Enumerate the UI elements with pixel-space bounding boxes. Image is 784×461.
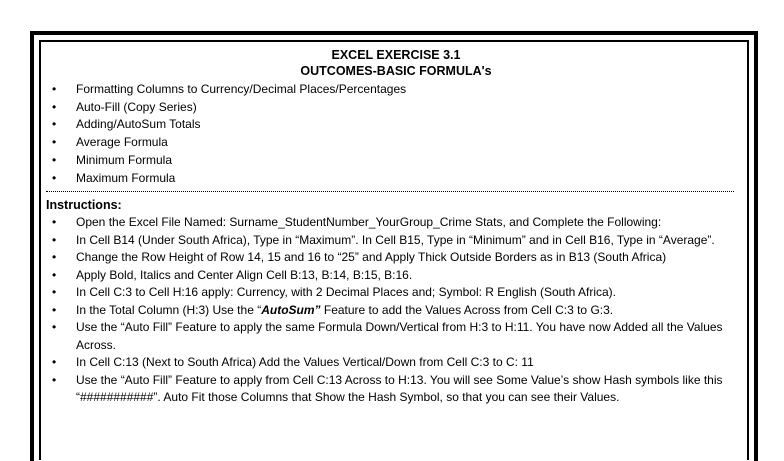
autosum-emphasis: AutoSum” bbox=[261, 302, 321, 317]
instruction-item: • Use the “Auto Fill” Feature to apply the same Formula Down/Vertical from H:3 to H:11. You have now Added all the Values Across. bbox=[52, 320, 723, 352]
instructions-list bbox=[46, 214, 746, 407]
instruction-item: • In Cell C:13 (Next to South Africa) Add the Values Vertical/Down from Cell C:3 to C: 11 bbox=[46, 354, 746, 372]
bullet-icon: • bbox=[52, 285, 57, 300]
outcome-item: • Formatting Columns to Currency/Decimal Places/Percentages bbox=[46, 81, 746, 99]
outcome-item: • Minimum Formula bbox=[46, 152, 746, 170]
title-line-2: OUTCOMES-BASIC FORMULA's bbox=[300, 64, 492, 78]
outcomes-list bbox=[46, 81, 746, 187]
instruction-item: • Open the Excel File Named: Surname_StudentNumber_YourGroup_Crime Stats, and Complete the Following: bbox=[46, 214, 746, 232]
bullet-icon: • bbox=[52, 302, 57, 317]
outcome-item: • Maximum Formula bbox=[46, 170, 746, 188]
instruction-item: • Change the Row Height of Row 14, 15 and 16 to “25” and Apply Thick Outside Borders as in B13 (South Africa) bbox=[46, 249, 746, 267]
bullet-icon: • bbox=[52, 215, 57, 230]
instruction-item: • Use the “Auto Fill” Feature to apply from Cell C:13 Across to H:13. You will see Some Value’s show Hash symbols like this “###########”. Auto Fit those Columns that Show the Hash Symbol, so that you can see their Values. bbox=[52, 372, 723, 405]
dotted-divider bbox=[46, 191, 734, 192]
bullet-icon: • bbox=[52, 152, 57, 167]
outcome-item: • Average Formula bbox=[46, 134, 746, 152]
bullet-icon: • bbox=[52, 117, 57, 132]
outcome-item: • Auto-Fill (Copy Series) bbox=[46, 99, 746, 117]
document-title bbox=[46, 47, 746, 79]
bullet-icon: • bbox=[52, 82, 57, 96]
instruction-item: • Apply Bold, Italics and Center Align Cell B:13, B:14, B:15, B:16. bbox=[46, 267, 746, 285]
document-content bbox=[46, 47, 746, 407]
bullet-icon: • bbox=[52, 170, 57, 185]
outcome-item: • Adding/AutoSum Totals bbox=[46, 116, 746, 134]
instructions-heading: Instructions: bbox=[46, 198, 122, 213]
bullet-icon: • bbox=[52, 135, 57, 150]
instruction-item-autosum: • In the Total Column (H:3) Use the “AutoSum” Feature to add the Values Across from Cell C:3 to G:3. bbox=[46, 302, 746, 320]
bullet-icon: • bbox=[52, 99, 57, 114]
instruction-item: • In Cell C:3 to Cell H:16 apply: Currency, with 2 Decimal Places and; Symbol: R English (South Africa). bbox=[46, 284, 746, 302]
bullet-icon: • bbox=[52, 250, 57, 265]
title-line-1: EXCEL EXERCISE 3.1 bbox=[331, 48, 461, 62]
bullet-icon: • bbox=[52, 372, 57, 387]
bullet-icon: • bbox=[52, 355, 57, 370]
instruction-item: • In Cell B14 (Under South Africa), Type in “Maximum”. In Cell B15, Type in “Minimum” and in Cell B16, Type in “Average”. bbox=[46, 232, 746, 250]
bullet-icon: • bbox=[52, 267, 57, 282]
bullet-icon: • bbox=[52, 232, 57, 247]
bullet-icon: • bbox=[52, 320, 57, 335]
